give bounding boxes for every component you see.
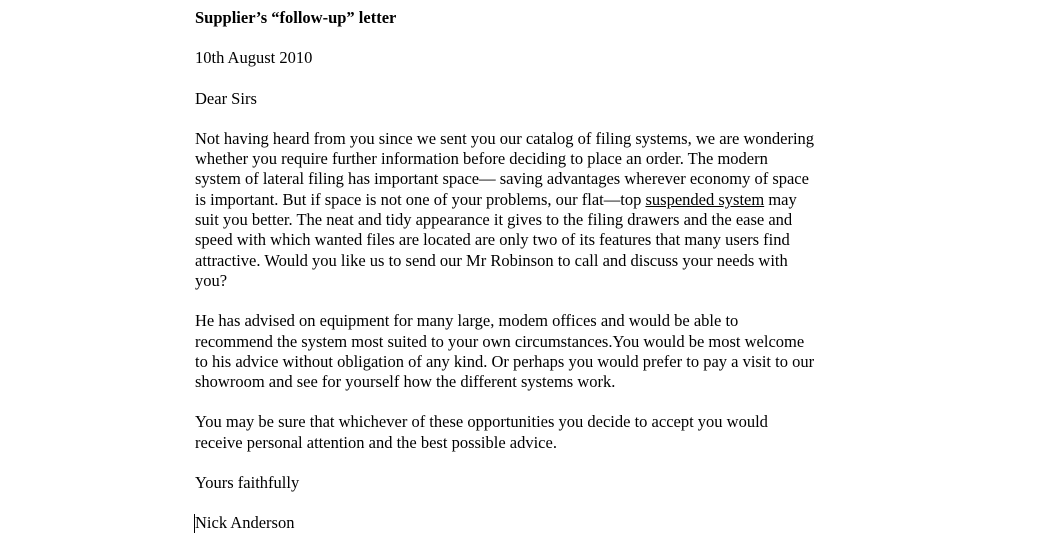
paragraph-1-line: attractive. Would you like us to send our Mr Robinson to call and discuss your needs with (195, 250, 788, 270)
paragraph-1-line: whether you require further information before deciding to place an order. The modern (195, 149, 768, 169)
signature-name: Nick Anderson (195, 513, 295, 533)
paragraph-3 (195, 412, 875, 453)
letter-date: 10th August 2010 (195, 48, 313, 68)
paragraph-1 (195, 129, 875, 291)
paragraph-1-line (195, 190, 875, 210)
paragraph-1-line: Not having heard from you since we sent you our catalog of filing systems, we are wondering (195, 128, 815, 148)
letter-salutation: Dear Sirs (195, 88, 257, 108)
paragraph-2-line: He has advised on equipment for many large, modem offices and would be able to (195, 311, 739, 331)
text-cursor-caret (194, 514, 195, 533)
suspended-system-underlined-text: suspended system (645, 189, 765, 209)
paragraph-3-line: You may be sure that whichever of these opportunities you decide to accept you would (195, 412, 768, 432)
paragraph-1-line: suit you better. The neat and tidy appearance it gives to the filing drawers and the ease and (195, 210, 793, 230)
paragraph-1-line: system of lateral filing has important space— saving advantages wherever economy of space (195, 169, 809, 189)
letter-signature[interactable] (195, 513, 875, 533)
paragraph-2-line: recommend the system most suited to your own circumstances.You would be most welcome (195, 331, 805, 351)
paragraph-2-line: showroom and see for yourself how the different systems work. (195, 372, 616, 392)
letter-title: Supplier’s “follow-up” letter (195, 8, 397, 27)
paragraph-1-line: you? (195, 270, 228, 290)
paragraph-3-line: receive personal attention and the best possible advice. (195, 432, 557, 452)
letter-closing: Yours faithfully (195, 473, 300, 493)
paragraph-1-line-text: is important. But if space is not one of your problems, our flat—top (195, 189, 646, 209)
paragraph-1-line: speed with which wanted files are located are only two of its features that many users find (195, 230, 790, 250)
letter-body (195, 8, 875, 534)
paragraph-2-line: to his advice without obligation of any kind. Or perhaps you would prefer to pay a visit to our (195, 351, 815, 371)
paragraph-1-line-text: may (764, 189, 797, 209)
paragraph-2 (195, 311, 875, 392)
